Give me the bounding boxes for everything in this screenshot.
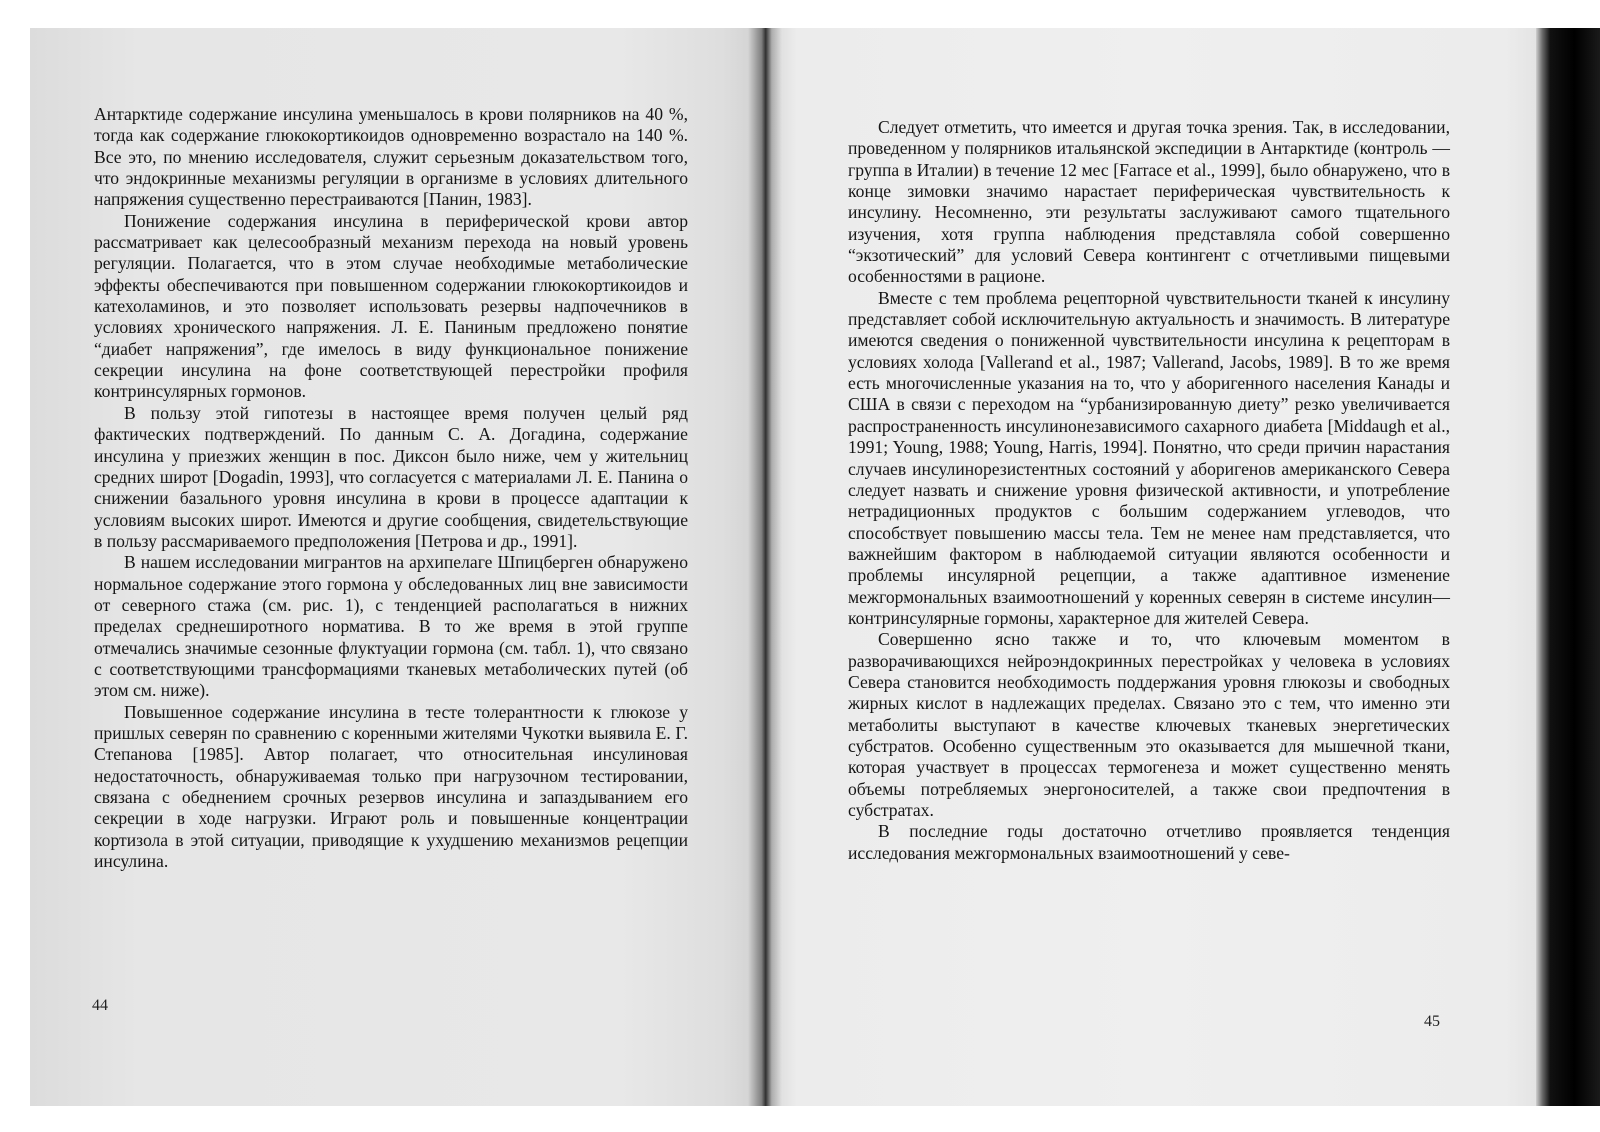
left-paragraph-3: В пользу этой гипотезы в настоящее время получен целый ряд фактических подтверждений. По данным С. А. Догадина, содержание инсулина у приезжих женщин в пос. Диксон было ниже, чем у жительниц средних широт [Dogadin, 1993], что согласуется с материалами Л. Е. Панина о снижении базального уровня инсулина в крови в процессе адаптации к условиям высоких широт. Имеются и другие сообщения, свидетельствующие в пользу рассмариваемого предположения [Петрова и др., 1991].	[94, 402, 688, 551]
right-page-text	[848, 117, 1450, 864]
book-gutter	[748, 28, 782, 1106]
left-paragraph-1: Антарктиде содержание инсулина уменьшалось в крови полярников на 40 %, тогда как содержание глюкокортикоидов одновременно возрастало на 140 %. Все это, по мнению исследователя, служит серьезным доказательством того, что эндокринные механизмы регуляции в организме в условиях длительного напряжения существенно перестраиваются [Панин, 1983].	[94, 104, 688, 210]
book-cover-edge	[1536, 28, 1600, 1106]
left-page-number: 44	[92, 997, 108, 1014]
right-page-number: 45	[1424, 1013, 1440, 1030]
right-paragraph-3: Совершенно ясно также и то, что ключевым моментом в разворачивающихся нейроэндокринных перестройках у человека в условиях Севера становится необходимость поддержания уровня глюкозы и свободных жирных кислот в надлежащих пределах. Связано это с тем, что именно эти метаболиты выступают в качестве ключевых тканевых энергетических субстратов. Особенно существенным это оказывается для мышечной ткани, которая участвует в процессах термогенеза и может существенно менять объемы потребляемых энергоносителей, а также свои предпочтения в субстратах.	[848, 629, 1450, 820]
left-paragraph-2: Понижение содержания инсулина в периферической крови автор рассматривает как целесообразный механизм перехода на новый уровень регуляции. Полагается, что в этом случае необходимые метаболические эффекты обеспечиваются при повышенном содержании глюкокортикоидов и катехоламинов, и это позволяет использовать резервы надпочечников в условиях хронического напряжения. Л. Е. Паниным предложено понятие “диабет напряжения”, где имелось в виду функциональное понижение секреции инсулина на фоне соответствующей перестройки профиля контринсулярных гормонов.	[94, 210, 688, 402]
left-paragraph-5: Повышенное содержание инсулина в тесте толерантности к глюкозе у пришлых северян по сравнению с коренными жителями Чукотки выявила Е. Г. Степанова [1985]. Автор полагает, что относительная инсулиновая недостаточность, обнаруживаемая только при нагрузочном тестировании, связана с обеднением срочных резервов инсулина и запаздыванием его секреции в ходе нагрузки. Играют роль и повышенные концентрации кортизола в этой ситуации, приводящие к ухудшению механизмов рецепции инсулина.	[94, 701, 688, 872]
left-paragraph-4: В нашем исследовании мигрантов на архипелаге Шпицберген обнаружено нормальное содержание этого гормона у обследованных лиц вне зависимости от северного стажа (см. рис. 1), с тенденцией располагаться в нижних пределах среднеширотного норматива. В то же время в этой группе отмечались значимые сезонные флуктуации гормона (см. табл. 1), что связано с соответствующими трансформациями тканевых метаболических путей (об этом см. ниже).	[94, 552, 688, 701]
right-paragraph-1: Следует отметить, что имеется и другая точка зрения. Так, в исследовании, проведенном у полярников итальянской экспедиции в Антарктиде (контроль — группа в Италии) в течение 12 мес [Farrace et al., 1999], было обнаружено, что в конце зимовки значимо нарастает периферическая чувствительность к инсулину. Несомненно, эти результаты заслуживают самого тщательного изучения, хотя группа наблюдения представляла собой совершенно “экзотический” для условий Севера контингент с отчетливыми пищевыми особенностями в рационе.	[848, 117, 1450, 287]
right-paragraph-2: Вместе с тем проблема рецепторной чувствительности тканей к инсулину представляет собой исключительную актуальность и значимость. В литературе имеются сведения о пониженной чувствительности инсулина к рецепторам в условиях холода [Vallerand et al., 1987; Vallerand, Jacobs, 1989]. В то же время есть многочисленные указания на то, что у аборигенного населения Канады и США в связи с переходом на “урбанизированную диету” резко увеличивается распространенность инсулинонезависимого сахарного диабета [Middaugh et al., 1991; Young, 1988; Young, Harris, 1994]. Понятно, что среди причин нарастания случаев инсулинорезистентных состояний у аборигенов американского Севера следует назвать и снижение уровня физической активности, и употребление нетрадиционных продуктов с большим содержанием углеводов, что способствует повышению массы тела. Тем не менее нам представляется, что важнейшим фактором в наблюдаемой ситуации являются особенности и проблемы инсулярной рецепции, а также адаптивное изменение межгормональных взаимоотношений у коренных северян в системе инсулин—контринсулярные гормоны, характерное для жителей Севера.	[848, 287, 1450, 628]
left-page-text	[94, 104, 688, 872]
right-paragraph-4: В последние годы достаточно отчетливо проявляется тенденция исследования межгормональных взаимоотношений у севе-	[848, 821, 1450, 863]
